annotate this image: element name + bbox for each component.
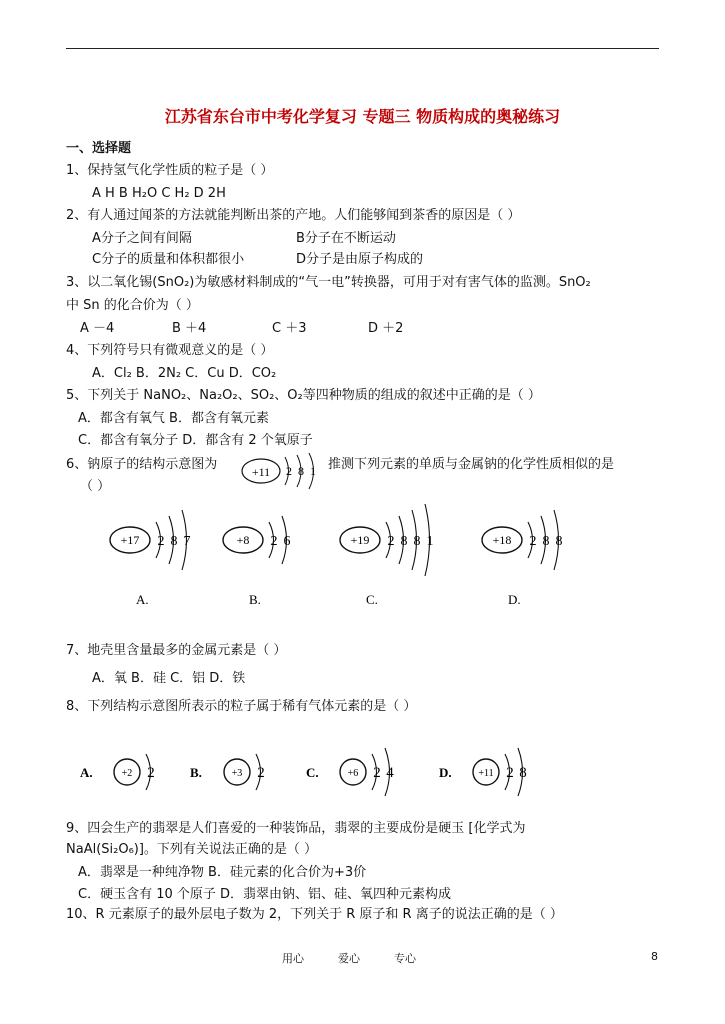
q6-stem-tail: 推测下列元素的单质与金属钠的化学性质相似的是 xyxy=(328,457,615,472)
q6-option-a xyxy=(110,510,191,607)
q7-options: A．氧 B．硅 C．铝 D．铁 xyxy=(92,671,246,686)
shell-electron-count: 2 xyxy=(147,765,155,781)
shell-electron-count: 2 xyxy=(157,534,165,549)
option-letter: B. xyxy=(190,765,202,780)
shell-electron-count: 8 xyxy=(413,534,421,549)
q9-options-cd: C．硬玉含有 10 个原子 D．翡翠由钠、铝、硅、氧四种元素构成 xyxy=(78,887,452,902)
q8-option-a xyxy=(80,754,155,790)
option-letter: C. xyxy=(366,592,378,607)
shell-electron-count: 2 xyxy=(387,534,395,549)
shell-electron-count: 8 xyxy=(555,534,563,549)
shell-electron-count: 8 xyxy=(400,534,408,549)
q2-option-c: C分子的质量和体积都很小 xyxy=(92,252,245,267)
q2-option-a: A分子之间有间隔 xyxy=(92,231,192,246)
sodium-shell-electrons: 2 xyxy=(286,464,292,478)
header-rule xyxy=(66,48,659,49)
shell-electron-count: 6 xyxy=(283,534,291,549)
q5-options-cd: C．都含有氧分子 D．都含有 2 个氧原子 xyxy=(78,433,313,448)
nucleus-label: +2 xyxy=(121,768,133,779)
q3-option-b: B ＋4 xyxy=(172,321,207,336)
nucleus-label: +3 xyxy=(231,768,243,779)
q8-stem: 8、下列结构示意图所表示的粒子属于稀有气体元素的是（ ） xyxy=(66,699,417,714)
footer-word: 爱心 xyxy=(338,952,360,965)
q3-option-c: C ＋3 xyxy=(272,321,307,336)
shell-electron-count: 2 xyxy=(257,765,265,781)
q1-options: A H B H₂O C H₂ D 2H xyxy=(92,186,226,201)
shell-electron-count: 2 xyxy=(373,765,381,781)
q2-option-b: B分子在不断运动 xyxy=(296,231,396,246)
footer-word: 专心 xyxy=(394,952,416,965)
nucleus-label: +8 xyxy=(236,533,250,547)
sodium-shell-electrons: 8 xyxy=(298,464,304,478)
shell-electron-count: 2 xyxy=(270,534,278,549)
q4-options: A．Cl₂ B．2N₂ C．Cu D．CO₂ xyxy=(92,366,277,381)
shell-electron-count: 4 xyxy=(386,765,394,781)
shell-electron-count: 1 xyxy=(426,534,434,549)
option-letter: A. xyxy=(136,592,149,607)
nucleus-label: +6 xyxy=(347,768,359,779)
q9-stem-line2: NaAl(Si₂O₆)]。下列有关说法正确的是（ ） xyxy=(66,842,318,857)
q2-option-d: D分子是由原子构成的 xyxy=(296,252,424,267)
option-letter: A. xyxy=(80,765,93,780)
shell-electron-count: 8 xyxy=(170,534,178,549)
shell-electron-count: 8 xyxy=(519,765,527,781)
option-letter: D. xyxy=(439,765,452,780)
nucleus-label: +17 xyxy=(120,533,140,547)
q3-stem-line1: 3、以二氧化锡(SnO₂)为敏感材料制成的“气一电”转换器，可用于对有害气体的监测。SnO₂ xyxy=(66,275,591,290)
sodium-structure-diagram xyxy=(240,452,324,492)
shell-electron-count: 7 xyxy=(183,534,191,549)
q4-stem: 4、下列符号只有微观意义的是（ ） xyxy=(66,343,274,358)
q3-stem-line2: 中 Sn 的化合价为（ ） xyxy=(66,298,199,313)
q6-paren: （ ） xyxy=(80,479,111,494)
shell-electron-count: 2 xyxy=(529,534,537,549)
q1-stem: 1、保持氢气化学性质的粒子是（ ） xyxy=(66,163,274,178)
nucleus-label: +11 xyxy=(478,768,494,779)
q8-option-diagrams xyxy=(0,740,725,804)
q8-option-c xyxy=(306,748,394,796)
footer-word: 用心 xyxy=(282,952,304,965)
page-number: 8 xyxy=(651,950,658,963)
q6-option-c xyxy=(340,504,434,607)
q5-stem: 5、下列关于 NaNO₂、Na₂O₂、SO₂、O₂等四种物质的组成的叙述中正确的是（ ） xyxy=(66,388,541,403)
q6-option-diagrams xyxy=(0,500,725,612)
q8-option-d xyxy=(439,748,527,796)
option-letter: B. xyxy=(249,592,261,607)
sodium-nucleus-label: +11 xyxy=(251,465,271,479)
q8-option-b xyxy=(190,754,265,790)
q9-stem-line1: 9、四会生产的翡翠是人们喜爱的一种装饰品，翡翠的主要成份是硬玉 [化学式为 xyxy=(66,821,526,836)
option-letter: C. xyxy=(306,765,319,780)
section-heading: 一、选择题 xyxy=(66,141,132,156)
q3-option-d: D ＋2 xyxy=(368,321,404,336)
q3-option-a: A －4 xyxy=(80,321,115,336)
nucleus-label: +18 xyxy=(492,533,512,547)
page-title: 江苏省东台市中考化学复习 专题三 物质构成的奥秘练习 xyxy=(164,107,561,126)
nucleus-label: +19 xyxy=(350,533,370,547)
q2-stem: 2、有人通过闻茶的方法就能判断出茶的产地。人们能够闻到茶香的原因是（ ） xyxy=(66,208,521,223)
q6-stem: 6、钠原子的结构示意图为 xyxy=(66,457,218,472)
q9-options-ab: A．翡翠是一种纯净物 B．硅元素的化合价为+3价 xyxy=(78,865,367,880)
sodium-shell-electrons: 1 xyxy=(310,464,316,478)
shell-electron-count: 8 xyxy=(542,534,550,549)
q7-stem: 7、地壳里含量最多的金属元素是（ ） xyxy=(66,643,287,658)
shell-electron-count: 2 xyxy=(506,765,514,781)
option-letter: D. xyxy=(508,592,521,607)
q6-option-b xyxy=(223,516,291,607)
q6-option-d xyxy=(482,510,563,607)
q10-stem: 10、R 元素原子的最外层电子数为 2，下列关于 R 原子和 R 离子的说法正确的是（ ） xyxy=(66,907,563,922)
q5-options-ab: A．都含有氧气 B．都含有氧元素 xyxy=(78,411,269,426)
